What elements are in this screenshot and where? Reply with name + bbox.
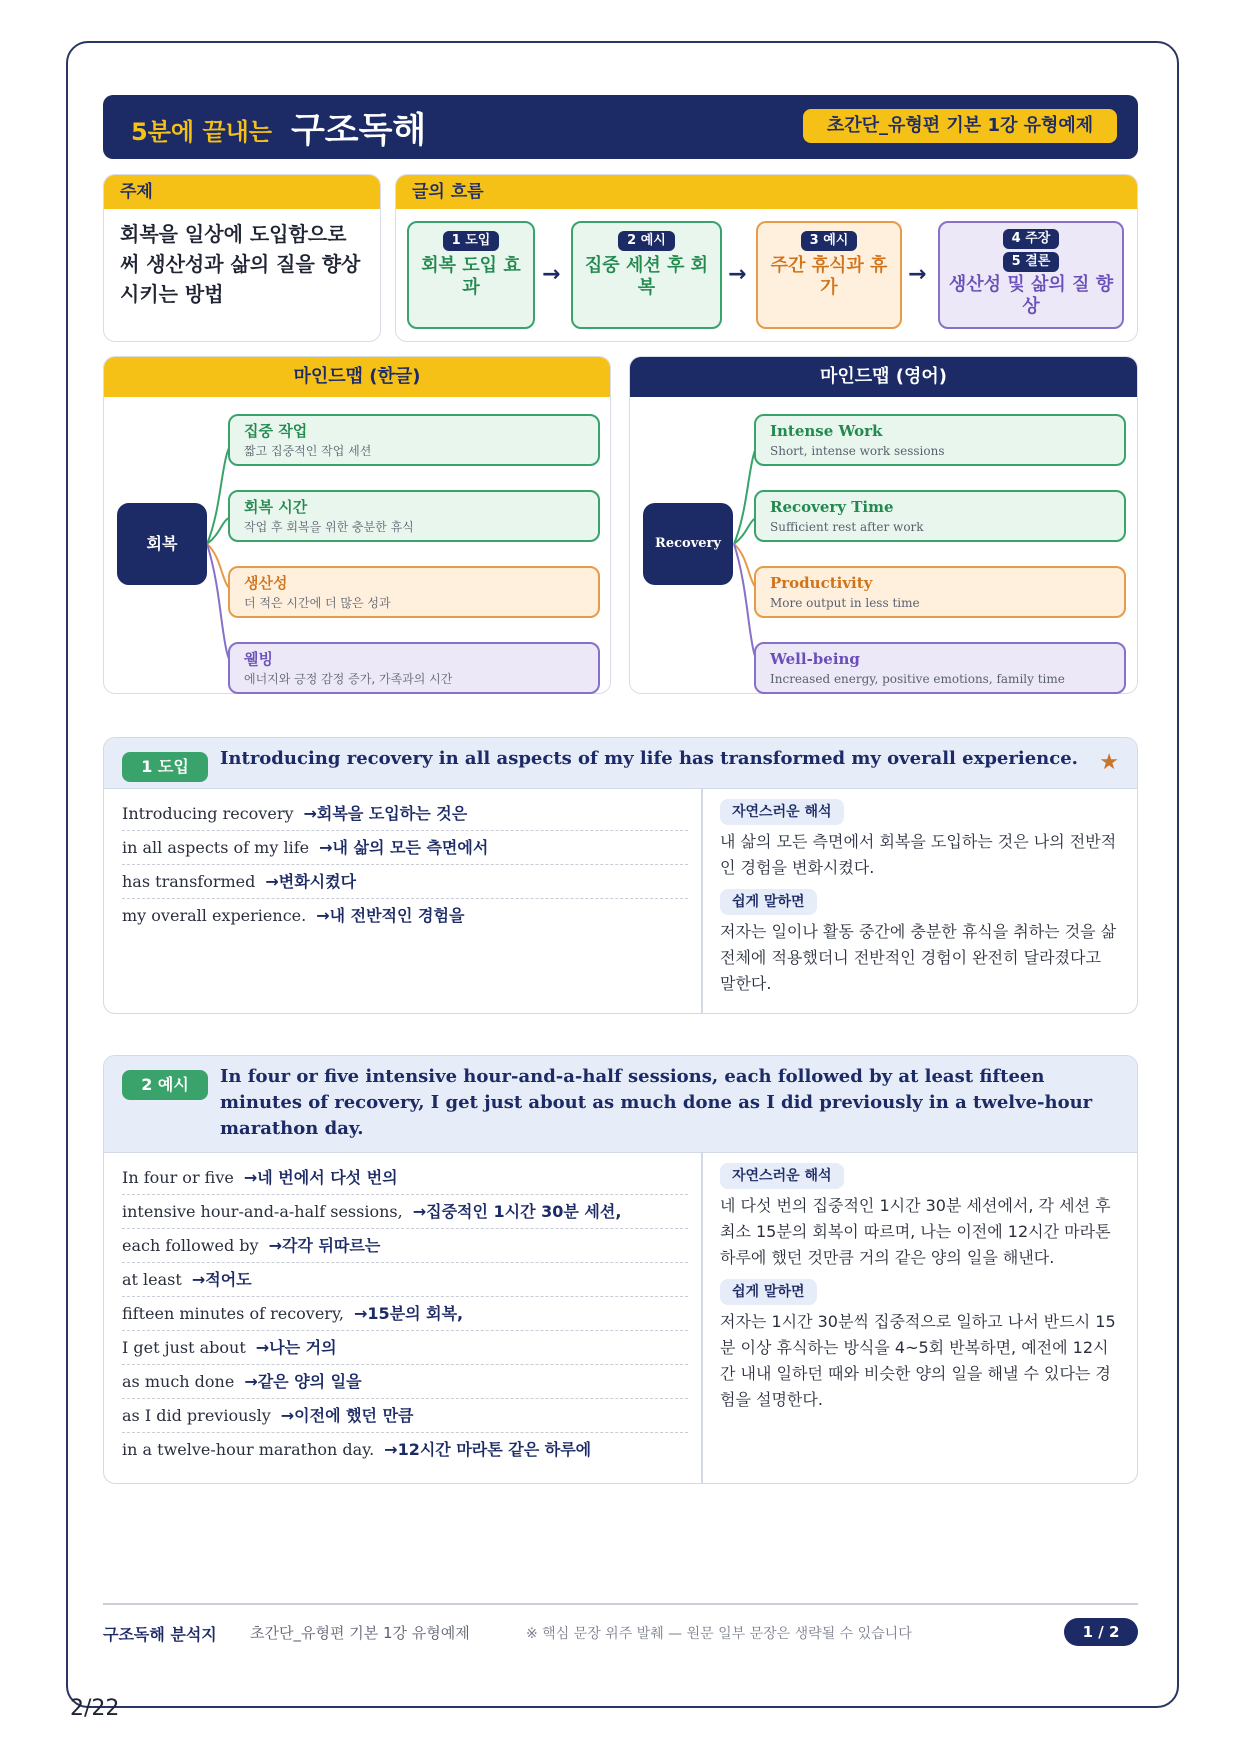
node-title: 생산성	[244, 574, 288, 592]
flow-label: 글의 흐름	[396, 175, 1137, 209]
section-body	[104, 1153, 1137, 1484]
flow-step-text: 주간 휴식과 휴가	[770, 255, 888, 298]
chunk-en: has transformed	[122, 872, 256, 891]
section-badge: 2 예시	[122, 1070, 208, 1100]
easy-explanation: 저자는 1시간 30분씩 집중적으로 일하고 나서 반드시 15분 이상 휴식하는 방식을 4~5회 반복하면, 예전에 12시간 내내 일하던 때와 비슷한 양의 일을 해낼 수 있다는 경험을 설명한다.	[720, 1312, 1116, 1409]
node-desc: Short, intense work sessions	[770, 444, 945, 458]
easy-label: 쉽게 말하면	[720, 1279, 817, 1305]
chunk-en: my overall experience.	[122, 906, 307, 925]
mindmap-ko-node	[228, 642, 600, 694]
chunk-en: fifteen minutes of recovery,	[122, 1304, 344, 1323]
chunk-row	[122, 1195, 688, 1229]
column-divider	[701, 1153, 703, 1484]
footer	[103, 1616, 1138, 1648]
flow-step-tag: 1 도입	[443, 231, 500, 251]
chunk-row	[122, 1161, 688, 1195]
easy-explanation: 저자는 일이나 활동 중간에 충분한 휴식을 취하는 것을 삶 전체에 적용했더니 전반적인 경험이 완전히 달라졌다고 말한다.	[720, 922, 1117, 993]
section-sentence: Introducing recovery in all aspects of my life has transformed my overall experience.	[220, 748, 1078, 769]
chunk-en: Introducing recovery	[122, 804, 294, 823]
interpretation-column	[720, 799, 1120, 1005]
flow-step-tag: 2 예시	[618, 231, 675, 251]
flow-step-text: 회복 도입 효과	[421, 255, 521, 298]
chunk-ko: → 변화시켰다	[265, 872, 356, 891]
node-desc: Sufficient rest after work	[770, 520, 924, 534]
chunk-row	[122, 1399, 688, 1433]
chunk-en: In four or five	[122, 1168, 234, 1187]
chunk-ko: → 같은 양의 일을	[244, 1372, 361, 1391]
interpretation-column	[720, 1163, 1120, 1421]
analysis-section-2	[103, 1055, 1138, 1484]
mindmap-en-node	[754, 414, 1126, 466]
flow-step-text: 집중 세션 후 회복	[584, 255, 709, 298]
flow-step-tag-2: 5 결론	[1003, 252, 1060, 272]
node-desc: 에너지와 긍정 감정 증가, 가족과의 시간	[244, 672, 453, 686]
node-title: 집중 작업	[244, 422, 308, 440]
chunk-ko: → 집중적인 1시간 30분 세션,	[413, 1202, 622, 1221]
page-title: 구조독해	[291, 111, 427, 151]
mindmap-en-center: Recovery	[643, 503, 733, 585]
chunk-en: at least	[122, 1270, 182, 1289]
chunk-en: in a twelve-hour marathon day.	[122, 1440, 375, 1459]
flow-step-tag: 4 주장	[1003, 229, 1060, 249]
chunk-ko: → 회복을 도입하는 것은	[304, 804, 468, 823]
analysis-section-1	[103, 737, 1138, 1014]
footer-course: 초간단_유형편 기본 1강 유형예제	[250, 1624, 470, 1642]
chunk-list	[122, 797, 688, 933]
chunk-row	[122, 1229, 688, 1263]
flow-arrow-1: →	[542, 262, 561, 287]
page-number-badge: 1 / 2	[1064, 1618, 1138, 1646]
mindmap-en-node	[754, 566, 1126, 618]
chunk-ko: → 각각 뒤따르는	[269, 1236, 381, 1255]
section-sentence: In four or five intensive hour-and-a-half sessions, each followed by at least fifteen minutes of recovery, I get just about as much done as I did previously in a twelve-hour marathon day.	[220, 1066, 1093, 1139]
chunk-en: as I did previously	[122, 1406, 271, 1425]
section-header	[104, 1056, 1137, 1153]
node-desc: More output in less time	[770, 596, 920, 610]
chunk-row	[122, 831, 688, 865]
section-body	[104, 789, 1137, 1014]
header-prefix: 5분에 끝내는	[131, 118, 272, 146]
chunk-row	[122, 899, 688, 933]
chunk-ko: → 적어도	[192, 1270, 252, 1289]
footer-title: 구조독해 분석지	[103, 1625, 217, 1644]
chunk-row	[122, 1297, 688, 1331]
node-title: 회복 시간	[244, 498, 308, 516]
flow-step-2	[571, 221, 722, 329]
chunk-en: intensive hour-and-a-half sessions,	[122, 1202, 403, 1221]
column-divider	[701, 789, 703, 1014]
section-header	[104, 738, 1137, 789]
chunk-ko: → 네 번에서 다섯 번의	[244, 1168, 398, 1187]
mindmap-ko-title: 마인드맵 (한글)	[104, 357, 610, 397]
flow-step-3	[756, 221, 902, 329]
chunk-row	[122, 797, 688, 831]
flow-step-text: 생산성 및 삶의 질 향상	[948, 274, 1114, 317]
chunk-en: each followed by	[122, 1236, 259, 1255]
mindmap-ko-center: 회복	[117, 503, 207, 585]
natural-label: 자연스러운 해석	[720, 1163, 844, 1189]
node-title: Well-being	[770, 650, 860, 668]
footer-note: ※ 핵심 문장 위주 발췌 — 원문 일부 문장은 생략될 수 있습니다	[526, 1626, 912, 1642]
flow-step-1	[407, 221, 535, 329]
mindmap-ko-node	[228, 566, 600, 618]
chunk-en: in all aspects of my life	[122, 838, 310, 857]
mindmap-en-title: 마인드맵 (영어)	[630, 357, 1137, 397]
node-title: Productivity	[770, 574, 873, 592]
chunk-row	[122, 865, 688, 899]
topic-text: 회복을 일상에 도입함으로써 생산성과 삶의 질을 향상시키는 방법	[120, 222, 361, 306]
chunk-ko: → 이전에 했던 만큼	[281, 1406, 414, 1425]
flow-step-tag: 3 예시	[801, 231, 858, 251]
node-title: Recovery Time	[770, 498, 894, 516]
chunk-list	[122, 1161, 688, 1467]
chunk-ko: → 15분의 회복,	[354, 1304, 463, 1323]
chunk-ko: → 내 전반적인 경험을	[316, 906, 464, 925]
node-desc: 짧고 집중적인 작업 세션	[244, 444, 372, 458]
topic-card	[103, 174, 381, 342]
node-title: Intense Work	[770, 422, 883, 440]
chunk-en: as much done	[122, 1372, 235, 1391]
chunk-row	[122, 1331, 688, 1365]
document-page-counter: 2/22	[70, 1696, 120, 1721]
natural-translation: 내 삶의 모든 측면에서 회복을 도입하는 것은 나의 전반적인 경험을 변화시켰다.	[720, 832, 1117, 877]
flow-step-4	[938, 221, 1124, 329]
natural-translation: 네 다섯 번의 집중적인 1시간 30분 세션에서, 각 세션 후 최소 15분의 회복이 따르며, 나는 이전에 12시간 마라톤 하루에 했던 것만큼 거의 같은 양의 일을 해낸다.	[720, 1196, 1111, 1267]
chunk-row	[122, 1365, 688, 1399]
chunk-row	[122, 1263, 688, 1297]
node-title: 웰빙	[244, 650, 273, 668]
chunk-row	[122, 1433, 688, 1467]
chunk-ko: → 12시간 마라톤 같은 하루에	[384, 1440, 591, 1459]
node-desc: 더 적은 시간에 더 많은 성과	[244, 596, 391, 610]
node-desc: Increased energy, positive emotions, family time	[770, 672, 1065, 686]
natural-label: 자연스러운 해석	[720, 799, 844, 825]
easy-label: 쉽게 말하면	[720, 889, 817, 915]
chunk-en: I get just about	[122, 1338, 246, 1357]
mindmap-en-node	[754, 642, 1126, 694]
mindmap-en-node	[754, 490, 1126, 542]
footer-divider	[103, 1603, 1138, 1605]
node-desc: 작업 후 회복을 위한 충분한 휴식	[244, 520, 414, 534]
flow-arrow-2: →	[728, 262, 747, 287]
section-badge: 1 도입	[122, 752, 208, 782]
chunk-ko: → 내 삶의 모든 측면에서	[319, 838, 488, 857]
flow-arrow-3: →	[908, 262, 927, 287]
star-icon: ★	[1099, 750, 1119, 775]
course-badge: 초간단_유형편 기본 1강 유형예제	[803, 109, 1117, 143]
chunk-ko: → 나는 거의	[256, 1338, 337, 1357]
mindmap-ko-node	[228, 414, 600, 466]
header-banner	[103, 95, 1138, 159]
mindmap-ko-node	[228, 490, 600, 542]
topic-label: 주제	[104, 175, 380, 209]
